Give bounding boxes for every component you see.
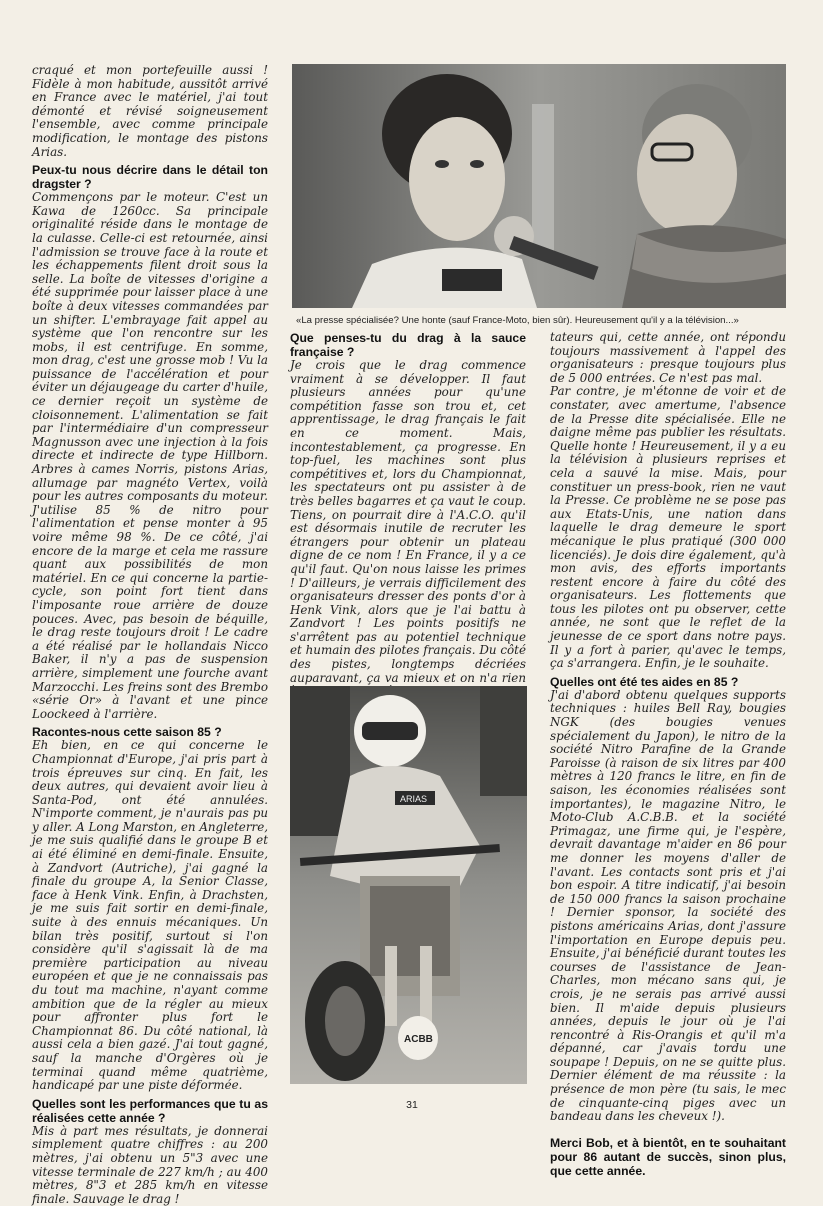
question-heading: Que penses-tu du drag à la sauce française ? (290, 331, 526, 359)
paragraph: Eh bien, en ce qui concerne le Championnat d'Europe, j'ai pris part à trois épreuves sur cinq. En fait, les deux autres, qui devaient avoir lieu à Santa-Pod, ont été annulées. N'importe comment, je n'aurais pas pu y aller. A Long Marston, en Angleterre, je me suis qualifié dans le groupe B et ai été éliminé en demi-finale. Ensuite, à Zandvort (Autriche), j'ai gagné la finale du groupe A, la Senior Classe, face à Henk Vink. Enfin, à Drachsten, je me suis fait sortir en demi-finale, suite à des ennuis mécaniques. Un bilan très positif, surtout si l'on considère qu'il s'agissait là de ma première participation au niveau européen et que je ne connaissais pas du tout ma machine, n'ayant comme ambition que de la régler au mieux pour affronter plus fort le Championnat 86. Du côté national, là aussi cela a bien gazé. J'ai tout gagné, sauf la manche d'Orgères où je terminai quand même quatrième, handicapé par une piste déformée. (32, 738, 269, 1093)
dragster-photo (290, 686, 527, 1084)
question-heading: Quelles sont les performances que tu as réalisées cette année ? (32, 1096, 268, 1125)
question-heading: Quelles ont été tes aides en 85 ? (550, 674, 739, 689)
interview-photo-illustration (292, 64, 786, 308)
article-column-3 (550, 331, 786, 1178)
paragraph: Par contre, je m'étonne de voir et de constater, avec amertume, l'absence de la Presse dite spécialisée. Elle ne daigne même pas publier les résultats. Quelle honte ! Heureusement, il y a eu la télévision à plusieurs reprises et cela a sauvé la mise. Mais, pour constituer un press-book, rien ne vaut la Presse. Ce problème ne se pose pas aux Etats-Unis, une nation dans laquelle le drag demeure le sport mécanique le plus pratiqué (300 000 licenciés). Je dois dire également, qu'à mon avis, des efforts importants restent encore à faire du côté des organisateurs. Les flottements que tous les pilotes ont pu observer, cette année, ne sont que le reflet de la jeunesse de ce sport dans notre pays. Il y a fort à parier, qu'avec le temps, ça s'arrangera. Enfin, je le souhaite. (550, 384, 786, 671)
article-column-1 (32, 64, 268, 1206)
paragraph: Je crois que le drag commence vraiment à se développer. Il faut plusieurs années pour qu'une compétition fasse son trou et, cet apprentissage, le drag français le fait en ce moment. Mais, incontestablement, ça progresse. En top-fuel, les machines sont plus compétitives et, lors du Championnat, les spectateurs ont pu assister à de très belles bagarres et ça vaut le coup. Tiens, on pourrait dire à l'A.C.O. qu'il est désormais inutile de recruter les étrangers pour obtenir un plateau digne de ce nom ! En France, il y a ce qu'il faut. Qu'on nous laisse les primes ! D'ailleurs, je verrais difficilement des organisateurs dresser des ponts d'or à Henk Vink, alors que je l'ai battu à Zandvort ! Les points positifs ne s'arrêtent pas au potentiel technique et humain des pilotes français. Du côté des pistes, longtemps décriées auparavant, ça va mieux et on n'a rien (290, 358, 526, 685)
page-number: 31 (406, 1099, 418, 1111)
photo-caption: «La presse spécialisée? Une honte (sauf France-Moto, bien sûr). Heureusement qu'il y a la télévision...» (296, 315, 739, 326)
paragraph: Mis à part mes résultats, je donnerai simplement quatre chiffres : au 200 mètres, j'ai obtenu un 5"3 avec une vitesse terminale de 227 km/h ; au 400 mètres, 8"3 et 285 km/h en vitesse finale. Sauvage le drag ! (32, 1123, 268, 1206)
question-heading: Racontes-nous cette saison 85 ? (32, 725, 222, 740)
plate-label: ACBB (404, 1034, 433, 1045)
paragraph: tateurs qui, cette année, ont répondu toujours massivement à l'appel des organisateurs : presque toujours plus de 5 000 entrées. Ce n'est pas mal. (550, 330, 786, 385)
question-heading: Peux-tu nous décrire dans le détail ton dragster ? (32, 163, 268, 192)
interview-photo (292, 64, 786, 308)
paragraph: Commençons par le moteur. C'est un Kawa de 1260cc. Sa principale originalité réside dans le montage de la culasse. Celle-ci est retournée, ainsi l'admission se trouve face à la route et les échappements filent droit sous la selle. La boîte de vitesses d'origine a été supprimée pour laisser place à une boîte à deux vitesses commandées par un shifter. L'embrayage fait appel au système que l'on rencontre sur les mobs, il est centrifuge. En somme, mon drag, c'est une grosse mob ! Vu la puissance de l'accélération et pour éviter un déjaugeage du carter d'huile, ce dernier reçoit un système de cloisonnement. L'alimentation se fait par l'intermédiaire d'un compresseur Magnusson avec une injection à la fois directe et indirecte de type Hillborn. Arbres à cames Norris, pistons Arias, allumage par magnéto Vertex, voilà pour les autres composants du moteur. J'utilise 85 % de nitro pour l'alimentation et pense monter à 95 voire même 98 %. De ce côté, j'ai encore de la marge et cela me rassure quant aux possibilités de mon matériel. En ce qui concerne la partie-cycle, son point fort tient dans l'imposante roue arrière de douze pouces. Avec, pas besoin de béquille, le drag reste toujours droit ! Le cadre a été réalisé par le hollandais Nicco Baker, il n'y a pas de suspension arrière, simplement une fourche avant Marzocchi. Les freins sont des Brembo «série Or» à l'avant et une pince Loockeed à l'arrière. (32, 190, 268, 721)
dragster-photo-illustration (290, 686, 527, 1084)
sticker-label: ARIAS (400, 794, 428, 804)
closing-remark: Merci Bob, et à bientôt, en te souhaitant pour 86 autant de succès, sinon plus, que cette année. (550, 1135, 786, 1178)
article-column-2 (290, 331, 526, 740)
paragraph: craqué et mon portefeuille aussi ! Fidèle à mon habitude, aussitôt arrivé en France avec le matériel, j'ai tout démonté et révisé soigneusement l'ensemble, avec comme principale modification, le montage des pistons Arias. (32, 63, 268, 159)
paragraph: J'ai d'abord obtenu quelques supports techniques : huiles Bell Ray, bougies NGK (des bougies venues spécialement du Japon), le nitro de la société Nitro Parafine de la Grande Paroisse (à raison de six litres par 400 mètres à 120 francs le litre, en fin de saison, les économies réalisées sont importantes), le magazine Nitro, le Moto-Club A.C.B.B. et la société Primagaz, une firme qui, je l'espère, devrait davantage m'aider en 86 pour me donner les moyens d'aller de l'avant. Les contacts sont pris et j'ai bon espoir. A titre indicatif, j'ai besoin de 150 000 francs la saison prochaine ! Dernier sponsor, la société des pistons américains Arias, dont j'assure l'importation en Europe depuis peu. Ensuite, j'ai bénéficié durant toutes les courses de l'assistance de Jean-Charles, mon mécano sans qui, je crois, je ne serais pas arrivé aussi bien. Il m'aide depuis plusieurs années, depuis le jour où je l'ai rencontré à Ris-Orangis et qu'il m'a dépanné, car j'avais tordu une soupape ! Depuis, on ne se quitte plus. Dernier élément de ma réussite : la présence de mon père (tu sais, le mec de cinquante-cinq piges avec un bandeau dans les cheveux !). (550, 687, 786, 1124)
